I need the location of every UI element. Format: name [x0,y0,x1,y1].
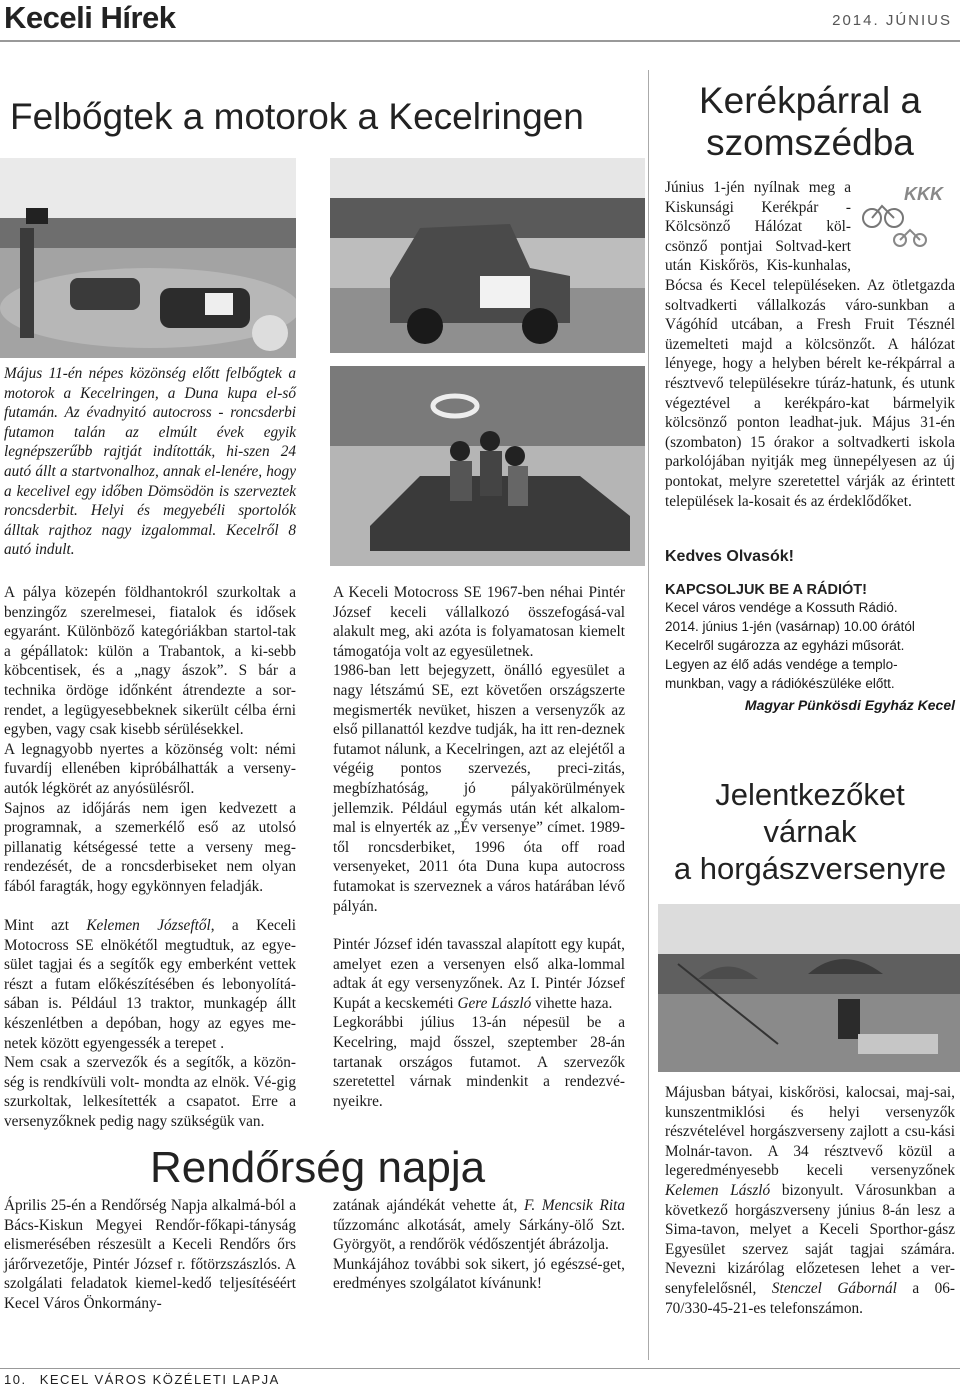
police-col2-p1: zatának ajándékát vehette át, F. Mencsik Rita tűzzománc alkotását, amely Sárkány-ölő Szt. Györgyöt, a rendőrök védőszentjét ábrázolja. [333,1197,625,1254]
header-rule [0,40,960,42]
notice-line4: Legyen az élő adás vendége a templo- [665,657,898,672]
fishing-headline: Jelentkezőket várnak a horgászversenyre [673,777,947,886]
notice-line1: Kecel város vendége a Kossuth Rádió. [665,600,898,615]
motor-col2-p1: A Keceli Motocross SE 1967-ben néhai Pintér József keceli vállalkozó összefogásá-val alakult meg, aki azóta is folyamatosan kiemelt támogatója volt az egyesületnek. [333,584,625,660]
footer-rule [0,1368,960,1369]
motor-col2-p3: Pintér József idén tavasszal alapított egy kupát, amelyet ezen a versenyen első alka-lommal adtak át egy versenyzőnek. Az I. Pintér József Kupát a kecskeméti Gere László vihette haza. [333,936,625,1012]
race-photo-track [0,158,296,358]
motor-col1 [4,583,296,897]
publication-name: KECEL VÁROS KÖZÉLETI LAPJA [39,1372,280,1387]
race-photo-trabant [330,158,645,353]
motor-col2 [333,583,625,916]
newspaper-title: Keceli Hírek [4,0,176,35]
race-photo-spectators-car [330,366,645,566]
motor-col2-p4: Legkorábbi július 13-án népesül be a Kecelring, majd ősszel, szeptember 28-án tartanak országos futamot. A szervezők szeretettel várnak mindenkit a rendezvé-nyeikre. [333,1014,625,1110]
police-headline: Rendőrség napja [150,1143,486,1192]
motor-col1-lower [4,916,296,1132]
notice-greeting: Kedves Olvasók! [665,548,794,565]
motor-col2-p2: 1986-ban lett bejegyzett, önálló egyesület a nagy létszámú SE, ezt követően országszerte megismerték nevüket, hiszen a versenyzők az első pillanattól kezdve tudják, ha itt ren-deznek futamot nálunk, a Kecelringen, azt az elejétől a végéig pontos szervezés, preci-zitás, megbízhatóság, jó pályakörülmények jellemzik. Például egymás után két alkalom-mal is elnyerték az „Év versenye” címet. 1989-től roncsderbiket, 1996 óta off road versenyeket, 2011 óta Duna kupa autocross futamokat is szerveznek a város határában lévő pályán. [333,662,625,915]
motor-col2-lower [333,935,625,1111]
notice-signature: Magyar Pünkösdi Egyház Kecel [744,697,955,713]
motor-headline: Felbőgtek a motorok a Kecelringen [10,96,584,137]
police-col2 [333,1196,625,1294]
motor-col1-p2: A legnagyobb nyertes a közönség volt: némi fuvardíj ellenében kipróbálhatták a verseny-autók légkörét az anyósülésről. [4,740,296,797]
fishing-body: Májusban bátyai, kiskőrösi, kalocsai, maj-sai, kunszentmiklósi és helyi versenyzők részvételével horgászverseny zajlott a csu-kási Molnár-tavon. A 34 résztvevő közül a legeredményesebb keceli versenyzőnek Kelemen László bizonyult. Városunkban a következő horgászverseny június 8-án lesz a Sima-tavon, melyet a Keceli Sporthor-gász Egyesület szervez saját tagjai számára. Nevezni kizárólag előzetesen lehet a ver-senyfelelősnél, Stenczel Gábornál a 06-70/330-45-21-es telefonszámon. [665,1084,955,1317]
notice-line2: 2014. június 1-jén (vasárnap) 10.00 órától [665,619,915,634]
page-footer [4,1372,280,1387]
bike-body: Június 1-jén nyílnak meg a Kiskunsági Kerékpár - Kölcsönző Hálózat köl-csönző pontjai Soltvad-kert után Kiskőrös, Kis-kunhalas, Bócsa és Kecel településeken. Az ötletgazda soltvadkerti vállalkozás váro-sunkban a Vágóhíd utcában, a Fresh Fruit Tésznél üzemelteti majd a kölcsönzőt. A hálózat lényege, hogy a helyben bérelt ke-rékpárral a résztvevő településekre túráz-hatunk, és utunk végeztével a kerékpáro-kat bármelyik kölcsönző ponton leadhat-juk. Május 31-én (szombaton) 15 órakor a soltvadkerti iskola parkolójában nyitják meg ünnepélyesen az új pontokat, melyre szeretettel várják az érintett települések la-kosait és az érdeklődőket. [665,179,955,510]
police-col1: Április 25-én a Rendőrség Napja alkalmá-ból a Bács-Kiskun Megyei Rendőr-főkapi-tányság elismerésében részesült a Keceli Rendőrs őrs járőrvezetője, Pintér József r. főtörzszászlós. A szolgálati feladatok kiemel-kedő teljesítéséért Kecel Város Önkormány- [4,1197,296,1312]
notice-heading: KAPCSOLJUK BE A RÁDIÓT! [665,582,867,598]
notice-line3: Kecelről sugározza az egyházi műsorát. [665,638,905,653]
police-col2-p2: Munkájához további sok sikert, jó egészsé-get, eredményes szolgálatot kívánunk! [333,1255,625,1293]
motor-col1-p4: Mint azt Kelemen Józseftől, a Keceli Motocross SE elnökétől megtudtuk, az egye-sület tagjai és a segítők egy emberként vettek részt a futam előkészítésében és lebonyolítá-sában is. Például 13 traktor, munkagép állt készenlétben a depóban, hogy az egyes me-netek között egyengessék a terepet . [4,917,296,1052]
issue-date: 2014. JÚNIUS [832,12,952,29]
page-number: 10. [4,1372,27,1387]
motor-lead: Május 11-én népes közönség előtt felbőgtek a motorok a Kecelringen, a Duna kupa el-ső futamán. Az évadnyitó autocross - roncsderbi futamon talán az elmúlt évek egyik legnépszerűbb rajtját indították, hi-szen 24 autó állt a startvonalhoz, annak el-lenére, hogy a kecelivel egy időben Dömsödön is szerveztek roncsderbit. Helyi és megyebéli sportolók álltak rajthoz nagy izgalommal. Kecelről 8 autó indult. [4,365,296,559]
motor-col1-p1: A pálya közepén földhantokról szurkoltak a benzingőz szerelmesei, fiatalok és idősek egyaránt. Különböző kategóriákban startol-tak a gépállatok: külön a Trabantok, a ki-sebb köbcentisek, és a „nagy ászok”. S bár a technika ördöge időnként átrendezte a sor-rendet, a legügyesebbeknek sikerült célba érni egyben, vagy csak kisebb sérülésekkel. [4,584,296,739]
notice-line5: munkban, vagy a rádiókészüléke előtt. [665,676,895,691]
motor-col1-p5: Nem csak a szervezők és a segítők, a közön-ség is rendkívüli volt- mondta az elnök. Vé-gig szurkoltak, lelkesítették a csapatot. Erre a versenyzőknek pedig nagy szükségük van. [4,1054,296,1130]
fishing-photo [658,904,960,1072]
bike-logo-text: KKK [904,184,943,204]
column-divider [648,70,649,1360]
radio-notice [665,548,955,713]
bike-headline: Kerékpárral a szomszédba [698,80,922,163]
motor-col1-p3: Sajnos az időjárás nem igen kedvezett a programnak, a szemerkélő eső az utolsó pillanatig kétségessé tette a verseny meg-rendezését, de a roncsderbiseket nem olyan fából faragták, hogy egykönnyen feladják. [4,799,296,895]
